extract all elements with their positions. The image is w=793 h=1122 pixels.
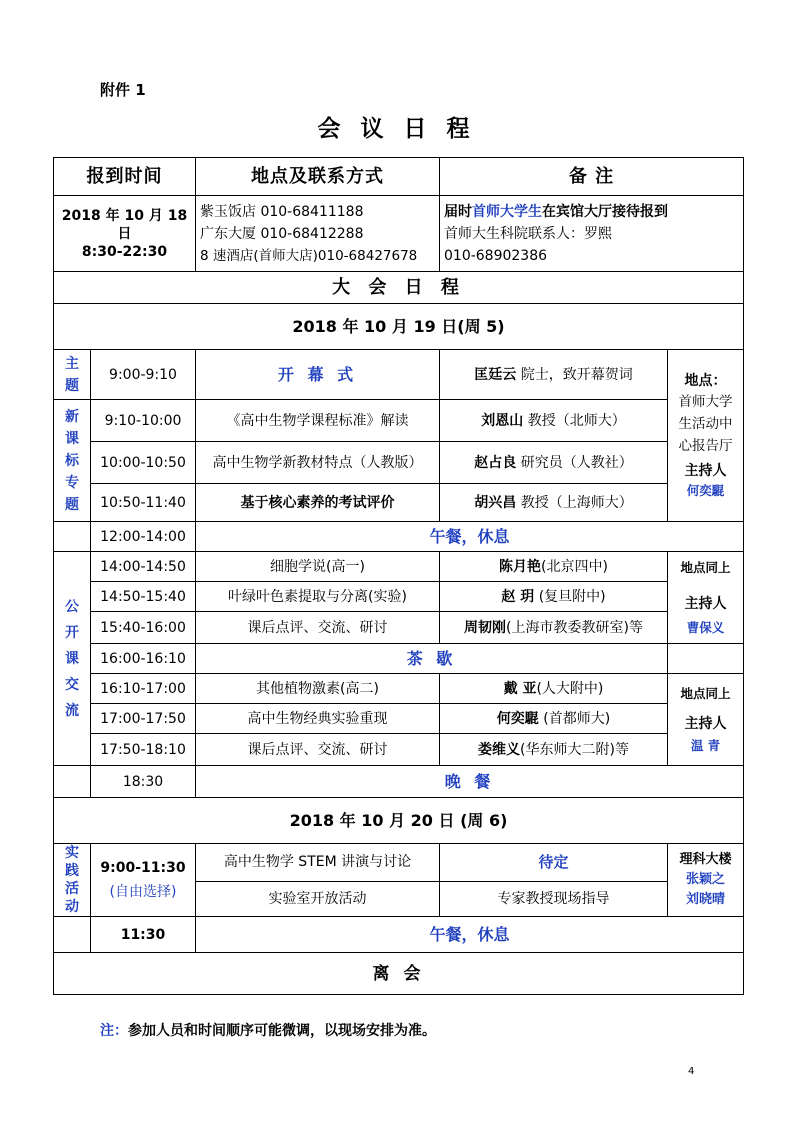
- session-speaker: [440, 674, 668, 704]
- day2-date: 2018 年 10 月 20 日 (周 6): [54, 798, 744, 844]
- day2-time-range: 9:00-11:30: [100, 860, 186, 876]
- session-item: 高中生物学 STEM 讲演与讨论: [196, 844, 440, 882]
- session-time: 9:00-9:10: [91, 350, 196, 400]
- empty-topic-cell: [54, 917, 91, 953]
- dinner: 晚 餐: [196, 766, 744, 798]
- session-speaker: 专家教授现场指导: [440, 881, 668, 916]
- location-text: 首师大学生活动中心报告厅: [678, 393, 733, 454]
- speaker-note: 教授（北师大）: [523, 412, 626, 429]
- speaker-note: 研究员（人教社）: [516, 454, 633, 471]
- session-speaker: [440, 442, 668, 484]
- speaker-note: (华东师大二附)等: [520, 741, 629, 758]
- speaker-note: 院士，致开幕贺词: [516, 366, 633, 383]
- session-speaker: [440, 400, 668, 442]
- registration-date: 2018 年 10 月 18 日: [61, 207, 188, 242]
- speaker-note: (上海市教委教研室)等: [506, 619, 643, 636]
- location: 理科大楼: [679, 852, 732, 867]
- speaker-note: (北京四中): [541, 558, 608, 575]
- venue-3: 8 速酒店(首师大店)010-68427678: [200, 247, 418, 264]
- session-time: 12:00-14:00: [91, 522, 196, 552]
- host-label: 主持人: [684, 715, 727, 732]
- speaker-note: (复旦附中): [534, 588, 606, 605]
- session-time: 18:30: [91, 766, 196, 798]
- empty-host-cell: [668, 644, 744, 674]
- location-host-2: [668, 552, 744, 644]
- speaker-name: 赵占良: [474, 454, 517, 471]
- departure: 离 会: [54, 953, 744, 995]
- topic-practice: 实践活动: [54, 844, 91, 917]
- speaker-name: 刘恩山: [481, 412, 524, 429]
- header-remarks: 备 注: [440, 158, 744, 196]
- attachment-label: 附件 1: [100, 81, 146, 99]
- speaker-note: (首都师大): [538, 710, 611, 727]
- lunch-break: 午餐，休息: [196, 917, 744, 953]
- registration-datetime: [54, 196, 196, 272]
- session-time: 10:50-11:40: [91, 484, 196, 522]
- host-name-2: 刘晓晴: [685, 892, 725, 907]
- remark-highlight: 首师大学生: [472, 203, 542, 220]
- session-speaker: [440, 704, 668, 734]
- registration-time: 8:30-22:30: [81, 243, 168, 260]
- host-name: 曹保义: [686, 619, 725, 635]
- session-speaker: 待定: [440, 844, 668, 882]
- header-location-contact: 地点及联系方式: [196, 158, 440, 196]
- registration-venues: [196, 196, 440, 272]
- location-host-3: [668, 674, 744, 766]
- session-item: 课后点评、交流、研讨: [196, 612, 440, 644]
- speaker-name: 何奕騉: [496, 710, 539, 727]
- venue-1: 紫玉饭店 010-68411188: [200, 203, 364, 220]
- session-time: 16:10-17:00: [91, 674, 196, 704]
- lunch-break: 午餐，休息: [196, 522, 744, 552]
- location-same: 地点同上: [680, 559, 731, 575]
- header-registration-time: 报到时间: [54, 158, 196, 196]
- session-time: 17:00-17:50: [91, 704, 196, 734]
- session-time: 11:30: [91, 917, 196, 953]
- location-same: 地点同上: [680, 685, 731, 701]
- session-item: 课后点评、交流、研讨: [196, 734, 440, 766]
- location-host-4: [668, 844, 744, 917]
- session-item: 高中生物学新教材特点（人教版）: [196, 442, 440, 484]
- speaker-name: 戴 亚: [503, 680, 537, 697]
- session-time: 16:00-16:10: [91, 644, 196, 674]
- session-speaker: [440, 350, 668, 400]
- session-speaker: [440, 612, 668, 644]
- venue-2: 广东大厦 010-68412288: [200, 225, 364, 242]
- remark-suffix: 在宾馆大厅接待报到: [542, 203, 668, 220]
- speaker-name: 陈月艳: [499, 558, 542, 575]
- contact-phone: 010-68902386: [444, 247, 548, 264]
- session-time: 15:40-16:00: [91, 612, 196, 644]
- location-host-1: [668, 350, 744, 522]
- day1-date: 2018 年 10 月 19 日(周 5): [54, 304, 744, 350]
- empty-topic-cell: [54, 766, 91, 798]
- session-time: 14:50-15:40: [91, 582, 196, 612]
- footnote: [100, 1020, 436, 1040]
- note-text: 参加人员和时间顺序可能微调，以现场安排为准。: [128, 1023, 436, 1039]
- speaker-name: 胡兴昌: [474, 494, 517, 511]
- document-title: 会 议 日 程: [317, 116, 476, 142]
- session-speaker: [440, 582, 668, 612]
- speaker-name: 娄维义: [478, 741, 521, 758]
- session-item: 基于核心素养的考试评价: [196, 484, 440, 522]
- session-speaker: [440, 734, 668, 766]
- topic-new-curriculum: 新课标专题: [54, 400, 91, 522]
- topic-open-class: 公开课交流: [54, 552, 91, 766]
- registration-remark: [440, 196, 744, 272]
- speaker-note: (人大附中): [536, 680, 604, 697]
- speaker-name: 匡廷云: [474, 366, 517, 383]
- session-item: 其他植物激素(高二): [196, 674, 440, 704]
- session-item: 叶绿叶色素提取与分离(实验): [196, 582, 440, 612]
- session-speaker: [440, 484, 668, 522]
- day2-time-note: (自由选择): [109, 884, 177, 900]
- topic-theme: 主题: [54, 350, 91, 400]
- note-label: 注：: [100, 1023, 128, 1039]
- session-time: 14:00-14:50: [91, 552, 196, 582]
- location-label: 地点：: [684, 372, 727, 389]
- host-name: 何奕騉: [686, 482, 725, 498]
- day2-time: [91, 844, 196, 917]
- remark-prefix: 届时: [444, 203, 472, 220]
- page-number: 4: [688, 1066, 695, 1077]
- host-name-1: 张颖之: [685, 872, 725, 887]
- session-item: 实验室开放活动: [196, 881, 440, 916]
- host-label: 主持人: [684, 462, 727, 479]
- host-label: 主持人: [684, 595, 727, 612]
- main-schedule-title: 大 会 日 程: [54, 272, 744, 304]
- contact-person: 首师大生科院联系人：罗熙: [444, 225, 612, 242]
- empty-topic-cell: [54, 522, 91, 552]
- schedule-table: [53, 157, 744, 995]
- session-item: 开 幕 式: [196, 350, 440, 400]
- host-name: 温 青: [690, 737, 721, 753]
- session-time: 10:00-10:50: [91, 442, 196, 484]
- speaker-note: 教授（上海师大）: [516, 494, 633, 511]
- session-speaker: [440, 552, 668, 582]
- session-item: 细胞学说(高一): [196, 552, 440, 582]
- speaker-name: 周韧刚: [464, 619, 507, 636]
- tea-break: 茶 歇: [196, 644, 668, 674]
- session-time: 9:10-10:00: [91, 400, 196, 442]
- session-time: 17:50-18:10: [91, 734, 196, 766]
- session-item: 高中生物经典实验重现: [196, 704, 440, 734]
- session-item: 《高中生物学课程标准》解读: [196, 400, 440, 442]
- speaker-name: 赵 玥: [501, 588, 535, 605]
